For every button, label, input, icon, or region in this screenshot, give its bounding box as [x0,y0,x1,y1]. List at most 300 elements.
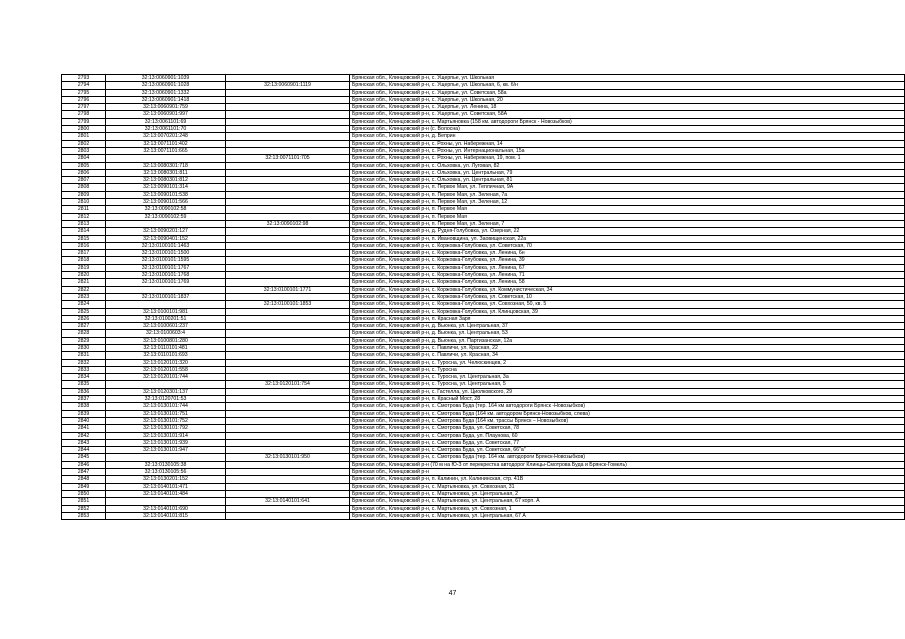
cadastral-number-cell [106,220,226,227]
cadastral-number-secondary-cell [226,439,350,446]
cadastral-number-cell: 32:13:0110101:693 [106,352,226,359]
table-row [62,213,905,220]
row-number-cell: 2819 [62,264,106,271]
cadastral-number-cell: 32:13:0120701:53 [106,396,226,403]
row-number-cell: 2832 [62,359,106,366]
registry-table-body [62,75,905,520]
address-cell: Брянская обл., Клинцовский р-н, с. Павличи, ул. Красная, 22 [350,344,905,351]
cadastral-number-cell: 32:13:0090401:152 [106,235,226,242]
cadastral-number-secondary-cell [226,483,350,490]
address-cell: Брянская обл., Клинцовский р-н, с. Коржовка-Голубовка, ул. Советская, 70 [350,242,905,249]
row-number-cell: 2843 [62,439,106,446]
row-number-cell: 2801 [62,133,106,140]
cadastral-number-cell: 32:13:0071101:402 [106,140,226,147]
row-number-cell: 2823 [62,293,106,300]
table-row [62,279,905,286]
row-number-cell: 2845 [62,454,106,461]
cadastral-number-secondary-cell [226,359,350,366]
table-row [62,359,905,366]
table-row [62,242,905,249]
address-cell: Брянская обл., Клинцовский р-н, с. Коржовка-Голубовка, ул. Ленина, 58 [350,279,905,286]
row-number-cell: 2804 [62,155,106,162]
cadastral-number-cell: 32:13:0130101:947 [106,447,226,454]
row-number-cell: 2830 [62,344,106,351]
row-number-cell: 2837 [62,396,106,403]
table-row [62,344,905,351]
cadastral-number-cell: 32:13:0140101:484 [106,490,226,497]
cadastral-number-cell: 32:13:0100603:4 [106,330,226,337]
row-number-cell: 2817 [62,250,106,257]
row-number-cell: 2793 [62,75,106,82]
address-cell: Брянская обл., Клинцовский р-н, с. Ольховка, ул. Центральная, 79 [350,169,905,176]
cadastral-number-cell [106,301,226,308]
cadastral-number-cell: 32:13:0130101:792 [106,425,226,432]
row-number-cell: 2802 [62,140,106,147]
cadastral-number-cell: 32:13:0100101:1595 [106,257,226,264]
cadastral-number-cell: 32:13:0130101:914 [106,432,226,439]
address-cell: Брянская обл., Клинцовский р-н, с. Смотрова Буда, ул. Советская, 77 [350,439,905,446]
table-row [62,199,905,206]
cadastral-number-secondary-cell [226,388,350,395]
row-number-cell: 2836 [62,388,106,395]
table-row [62,512,905,519]
cadastral-number-secondary-cell [226,147,350,154]
cadastral-number-secondary-cell [226,323,350,330]
cadastral-number-secondary-cell [226,505,350,512]
address-cell: Брянская обл., Клинцовский р-н, д. Вьюнка, ул. Центральная, 37 [350,323,905,330]
row-number-cell: 2812 [62,213,106,220]
cadastral-number-secondary-cell [226,242,350,249]
cadastral-number-cell: 32:13:0120101:320 [106,359,226,366]
row-number-cell: 2803 [62,147,106,154]
address-cell: Брянская обл., Клинцовский р-н, с. Мартьяновка, ул. Совхозная, 31 [350,483,905,490]
address-cell: Брянская обл., Клинцовский р-н, п. Первое Мая, ул. Зеленая, 7 [350,220,905,227]
cadastral-number-secondary-cell [226,330,350,337]
address-cell: Брянская обл., Клинцовский р-н, с. Смотрова Буда (тер. 164 км. автодороги Брянск-Новозыбков) [350,454,905,461]
row-number-cell: 2808 [62,184,106,191]
table-row [62,432,905,439]
address-cell: Брянская обл., Клинцовский р-н, с. Смотрова Буда (164 км. трассы Брянск – Новозыбков) [350,417,905,424]
address-cell: Брянская обл., Клинцовский р-н, п. Первое Мая, ул. Тепличная, 9А [350,184,905,191]
row-number-cell: 2828 [62,330,106,337]
cadastral-number-cell: 32:13:0100801:280 [106,337,226,344]
cadastral-number-secondary-cell [226,315,350,322]
row-number-cell: 2794 [62,82,106,89]
cadastral-number-secondary-cell: 32:13:0100101:1853 [226,301,350,308]
cadastral-number-secondary-cell [226,162,350,169]
cadastral-number-cell: 32:13:0100101:1767 [106,264,226,271]
cadastral-number-secondary-cell [226,417,350,424]
cadastral-number-secondary-cell [226,396,350,403]
cadastral-number-cell: 32:13:0090102:59 [106,213,226,220]
table-row [62,257,905,264]
table-row [62,337,905,344]
cadastral-number-secondary-cell [226,257,350,264]
address-cell: Брянская обл., Клинцовский р-н, с. Коржовка-Голубовка, ул. Советская, 10 [350,293,905,300]
cadastral-number-secondary-cell [226,169,350,176]
table-row [62,111,905,118]
cadastral-number-secondary-cell [226,126,350,133]
table-row [62,206,905,213]
address-cell: Брянская обл., Клинцовский р-н, с. Коржовка-Голубовка, ул. Ленина, 71 [350,272,905,279]
table-row [62,133,905,140]
cadastral-number-cell: 32:13:0130101:751 [106,410,226,417]
table-row [62,498,905,505]
table-row [62,483,905,490]
row-number-cell: 2795 [62,89,106,96]
cadastral-number-cell: 32:13:0090101:314 [106,184,226,191]
cadastral-number-cell: 32:13:0060901:1418 [106,96,226,103]
cadastral-number-cell: 32:13:0090101:538 [106,191,226,198]
address-cell: Брянская обл., Клинцовский р-н, с. Ущерпье, ул. Школьная, 20 [350,96,905,103]
row-number-cell: 2840 [62,417,106,424]
address-cell: Брянская обл., Клинцовский р-н, с. Смотрова Буда, ул. Советская, 78 [350,425,905,432]
table-row [62,447,905,454]
cadastral-number-cell: 32:13:0060901:1039 [106,75,226,82]
cadastral-number-secondary-cell [226,461,350,468]
cadastral-number-cell: 32:13:0090101:566 [106,199,226,206]
cadastral-number-secondary-cell [226,111,350,118]
cadastral-number-secondary-cell [226,469,350,476]
row-number-cell: 2848 [62,476,106,483]
cadastral-number-secondary-cell [226,352,350,359]
table-row [62,323,905,330]
address-cell: Брянская обл., Клинцовский р-н, с. Ущерпье, ул. Школьная [350,75,905,82]
table-row [62,89,905,96]
table-row [62,381,905,388]
address-cell: Брянская обл., Клинцовский р-н, с. Смотрова Буда (тер. 164 км автодороги Брянск -Новозыбков) [350,403,905,410]
address-cell: Брянская обл., Клинцовский р-н, с. Смотрова Буда, ул. Советская, 66"а" [350,447,905,454]
address-cell: Брянская обл., Клинцовский р-н, с. Туросна, ул. Центральная, 5 [350,381,905,388]
table-row [62,184,905,191]
cadastral-number-secondary-cell: 32:13:0060901:1119 [226,82,350,89]
cadastral-number-secondary-cell: 32:13:0100101:1771 [226,286,350,293]
table-row [62,315,905,322]
table-row [62,476,905,483]
row-number-cell: 2852 [62,505,106,512]
table-row [62,366,905,373]
table-row [62,191,905,198]
cadastral-number-cell: 32:13:0100601:237 [106,323,226,330]
address-cell: Брянская обл., Клинцовский р-н, с. Рохны, ул. Набережная, 19, пом. 1 [350,155,905,162]
table-row [62,147,905,154]
table-row [62,396,905,403]
address-cell: Брянская обл., Клинцовский р-н, с. Коржовка-Голубовка, ул. Совхозная, 50, кв. 5 [350,301,905,308]
row-number-cell: 2838 [62,403,106,410]
cadastral-number-secondary-cell [226,228,350,235]
cadastral-number-cell: 32:13:0060901:1028 [106,82,226,89]
row-number-cell: 2844 [62,447,106,454]
address-cell: Брянская обл., Клинцовский р-н, д. Вьюнка, ул. Партизанская, 12а [350,337,905,344]
cadastral-number-cell [106,381,226,388]
table-row [62,417,905,424]
table-row [62,155,905,162]
cadastral-number-secondary-cell [226,425,350,432]
cadastral-number-secondary-cell [226,177,350,184]
table-row [62,308,905,315]
cadastral-number-secondary-cell [226,235,350,242]
row-number-cell: 2835 [62,381,106,388]
row-number-cell: 2850 [62,490,106,497]
table-row [62,505,905,512]
cadastral-number-cell: 32:13:0071101:665 [106,147,226,154]
table-row [62,301,905,308]
cadastral-number-cell: 32:13:0120301:137 [106,388,226,395]
row-number-cell: 2847 [62,469,106,476]
row-number-cell: 2796 [62,96,106,103]
cadastral-number-cell: 32:13:0130101:752 [106,417,226,424]
address-cell: Брянская обл., Клинцовский р-н, с. Павличи, ул. Красная, 34 [350,352,905,359]
cadastral-number-secondary-cell [226,476,350,483]
cadastral-number-cell: 32:13:0090102:58 [106,206,226,213]
row-number-cell: 2809 [62,191,106,198]
cadastral-number-cell: 32:13:0100101:1768 [106,272,226,279]
address-cell: Брянская обл., Клинцовский р-н, с. Смотрова Буда (164 км. автодором Брянск-Новозыбков, слева) [350,410,905,417]
table-row [62,272,905,279]
address-cell: Брянская обл., Клинцовский р-н, с. Ольховка, ул. Центральная, 81 [350,177,905,184]
cadastral-number-secondary-cell [226,104,350,111]
address-cell: Брянская обл., Клинцовский р-н, п. Ивановщина, ул. Заовищенская, 22а [350,235,905,242]
table-row [62,410,905,417]
cadastral-number-cell: 32:13:0140101:815 [106,512,226,519]
row-number-cell: 2800 [62,126,106,133]
table-row [62,104,905,111]
row-number-cell: 2805 [62,162,106,169]
cadastral-number-cell: 32:13:0060901:1332 [106,89,226,96]
row-number-cell: 2815 [62,235,106,242]
cadastral-number-secondary-cell [226,403,350,410]
address-cell: Брянская обл., Клинцовский р-н, с. Туросна, ул. Центральная, 3а [350,374,905,381]
row-number-cell: 2825 [62,308,106,315]
row-number-cell: 2816 [62,242,106,249]
row-number-cell: 2811 [62,206,106,213]
address-cell: Брянская обл., Клинцовский р-н, п. Первое Мая [350,206,905,213]
row-number-cell: 2821 [62,279,106,286]
address-cell: Брянская обл., Клинцовский р-н, д. Веприн [350,133,905,140]
cadastral-number-secondary-cell [226,184,350,191]
cadastral-number-cell: 32:13:0090201:127 [106,228,226,235]
table-row [62,469,905,476]
row-number-cell: 2807 [62,177,106,184]
cadastral-number-secondary-cell: 32:13:0071101:705 [226,155,350,162]
cadastral-number-cell: 32:13:0140101:471 [106,483,226,490]
cadastral-number-secondary-cell: 32:13:0130101:950 [226,454,350,461]
address-cell: Брянская обл., Клинцовский р-н, с. Ущерпье, ул. Советская, 58А [350,111,905,118]
table-row [62,82,905,89]
table-row [62,162,905,169]
cadastral-number-cell: 32:13:0060901:997 [106,111,226,118]
cadastral-number-cell: 32:13:0070201:248 [106,133,226,140]
cadastral-number-secondary-cell [226,250,350,257]
address-cell: Брянская обл., Клинцовский р-н, п. Первое Мая [350,213,905,220]
cadastral-number-cell: 32:13:0080301:811 [106,169,226,176]
cadastral-number-secondary-cell [226,199,350,206]
cadastral-number-cell: 32:13:0130201:152 [106,476,226,483]
address-cell: Брянская обл., Клинцовский р-н, п. Красный Мост, 28 [350,396,905,403]
address-cell: Брянская обл., Клинцовский р-н [350,469,905,476]
address-cell: Брянская обл., Клинцовский р-н, с. Мартьяновка, ул. Совхозная, 1 [350,505,905,512]
cadastral-number-secondary-cell: 32:13:0120101:754 [226,381,350,388]
cadastral-number-cell: 32:13:0100101:981 [106,308,226,315]
table-row [62,235,905,242]
table-row [62,96,905,103]
cadastral-number-cell: 32:13:0080301:718 [106,162,226,169]
row-number-cell: 2839 [62,410,106,417]
address-cell: Брянская обл., Клинцовский р-н, с. Мартьяновка, ул. Центральная, 2 [350,490,905,497]
table-row [62,454,905,461]
table-row [62,374,905,381]
address-cell: Брянская обл., Клинцовский р-н, с. Рохны, ул. Набережная, 14 [350,140,905,147]
row-number-cell: 2799 [62,118,106,125]
address-cell: Брянская обл., Клинцовский р-н, с. Коржовка-Голубовка, ул. Коммунистическая, 34 [350,286,905,293]
row-number-cell: 2806 [62,169,106,176]
cadastral-number-secondary-cell [226,140,350,147]
row-number-cell: 2853 [62,512,106,519]
address-cell: Брянская обл., Клинцовский р-н, с. Коржовка-Голубовка, ул. Ленина, 39 [350,257,905,264]
cadastral-number-cell: 32:13:0110101:481 [106,344,226,351]
address-cell: Брянская обл., Клинцовский р-н, с. Ольховка, ул. Луговая, 82 [350,162,905,169]
row-number-cell: 2822 [62,286,106,293]
table-row [62,169,905,176]
table-row [62,439,905,446]
table-row [62,250,905,257]
cadastral-number-cell: 32:13:0100101:1769 [106,279,226,286]
row-number-cell: 2814 [62,228,106,235]
row-number-cell: 2798 [62,111,106,118]
cadastral-number-secondary-cell: 32:13:0090102:98 [226,220,350,227]
cadastral-number-cell [106,454,226,461]
address-cell: Брянская обл., Клинцовский р-н, с. Ущерпье, ул. Советская, 58а [350,89,905,96]
cadastral-number-secondary-cell [226,96,350,103]
cadastral-number-secondary-cell [226,337,350,344]
address-cell: Брянская обл., Клинцовский р-н, д. Вьюнка, ул. Центральная, 53 [350,330,905,337]
cadastral-number-secondary-cell [226,133,350,140]
table-row [62,425,905,432]
address-cell: Брянская обл., Клинцовский р-н, с. Туросна [350,366,905,373]
cadastral-number-cell: 32:13:0100201:51 [106,315,226,322]
cadastral-number-cell [106,286,226,293]
cadastral-number-secondary-cell [226,89,350,96]
cadastral-number-secondary-cell [226,374,350,381]
table-row [62,177,905,184]
row-number-cell: 2797 [62,104,106,111]
address-cell: Брянская обл., Клинцовский р-н, д. Рудня-Голубовка, ул. Озерная, 22 [350,228,905,235]
cadastral-number-secondary-cell [226,447,350,454]
cadastral-number-secondary-cell [226,410,350,417]
cadastral-number-secondary-cell [226,206,350,213]
cadastral-number-cell: 32:13:0130105:38 [106,461,226,468]
cadastral-number-cell: 32:13:0130101:744 [106,403,226,410]
address-cell: Брянская обл., Клинцовский р-н, с. Гастелла, ул. Циолковского, 29 [350,388,905,395]
table-row [62,264,905,271]
cadastral-number-cell: 32:13:0130105:56 [106,469,226,476]
table-row [62,330,905,337]
table-row [62,228,905,235]
row-number-cell: 2824 [62,301,106,308]
cadastral-number-secondary-cell [226,118,350,125]
cadastral-number-secondary-cell [226,75,350,82]
cadastral-number-cell [106,155,226,162]
table-row [62,118,905,125]
row-number-cell: 2827 [62,323,106,330]
address-cell: Брянская обл., Клинцовский р-н, с. Рохны, ул. Интернациональная, 15а [350,147,905,154]
cadastral-number-cell: 32:13:0061101:69 [106,118,226,125]
cadastral-number-secondary-cell [226,308,350,315]
cadastral-number-cell: 32:13:0061101:70 [106,126,226,133]
cadastral-number-cell: 32:13:0100101:1463 [106,242,226,249]
cadastral-number-cell: 32:13:0130101:939 [106,439,226,446]
address-cell: Брянская обл., Клинцовский р-н, с. Коржовка-Голубовка, ул. Ленина, 6н [350,250,905,257]
row-number-cell: 2818 [62,257,106,264]
cadastral-number-secondary-cell: 32:13:0140101:641 [226,498,350,505]
row-number-cell: 2813 [62,220,106,227]
page-number: 47 [448,590,457,597]
cadastral-number-secondary-cell [226,272,350,279]
row-number-cell: 2842 [62,432,106,439]
table-row [62,293,905,300]
cadastral-number-secondary-cell [226,191,350,198]
cadastral-number-secondary-cell [226,293,350,300]
cadastral-number-cell: 32:13:0120101:558 [106,366,226,373]
address-cell: Брянская обл., Клинцовский р-н, с. Смотрова Буда, ул. Плаунова, 60 [350,432,905,439]
row-number-cell: 2846 [62,461,106,468]
address-cell: Брянская обл., Клинцовский р-н, с. Коржовка-Голубовка, ул. Клинцовская, 39 [350,308,905,315]
registry-table [61,74,905,520]
table-row [62,75,905,82]
cadastral-number-secondary-cell [226,264,350,271]
cadastral-number-cell: 32:13:0100101:1500 [106,250,226,257]
table-row [62,220,905,227]
address-cell: Брянская обл., Клинцовский р-н, с. Туросна, ул. Челюскинцев, 2 [350,359,905,366]
row-number-cell: 2833 [62,366,106,373]
cadastral-number-secondary-cell [226,366,350,373]
cadastral-number-cell: 32:13:0080301:812 [106,177,226,184]
address-cell: Брянская обл., Клинцовский р-н, п. Первое Мая, ул. Зеленая, 7а [350,191,905,198]
row-number-cell: 2810 [62,199,106,206]
cadastral-number-secondary-cell [226,213,350,220]
table-row [62,461,905,468]
cadastral-number-cell [106,498,226,505]
row-number-cell: 2831 [62,352,106,359]
row-number-cell: 2851 [62,498,106,505]
address-cell: Брянская обл., Клинцовский р-н, п. Красная Заря [350,315,905,322]
address-cell: Брянская обл., Клинцовский р-н, с. Коржовка-Голубовка, ул. Ленина, 67 [350,264,905,271]
table-row [62,126,905,133]
address-cell: Брянская обл., Клинцовский р-н, с. Мартьяновка (158 км. автодороги Брянск - Новозыбков) [350,118,905,125]
row-number-cell: 2820 [62,272,106,279]
row-number-cell: 2849 [62,483,106,490]
cadastral-number-cell: 32:13:0140101:690 [106,505,226,512]
address-cell: Брянская обл., Клинцовский р-н, п. Калинин, ул. Калининская, стр. 41В [350,476,905,483]
address-cell: Брянская обл., Клинцовский р-н, п. Первое Мая, ул. Зеленая, 12 [350,199,905,206]
table-row [62,140,905,147]
row-number-cell: 2826 [62,315,106,322]
cadastral-number-secondary-cell [226,344,350,351]
address-cell: Брянская обл., Клинцовский р-н, с. Мартьяновка, ул. Центральная, 67 корп. А [350,498,905,505]
table-row [62,352,905,359]
address-cell: Брянская обл., Клинцовский р-н, с. Мартьяновка, ул. Центральная, 67 А [350,512,905,519]
address-cell: Брянская обл., Клинцовский р-н, с. Ущерпье, ул. Ленина, 18 [350,104,905,111]
cadastral-number-cell: 32:13:0100101:1837 [106,293,226,300]
cadastral-number-cell: 32:13:0120101:744 [106,374,226,381]
cadastral-number-secondary-cell [226,490,350,497]
table-row [62,403,905,410]
table-row [62,286,905,293]
table-row [62,388,905,395]
row-number-cell: 2834 [62,374,106,381]
cadastral-number-secondary-cell [226,432,350,439]
row-number-cell: 2841 [62,425,106,432]
